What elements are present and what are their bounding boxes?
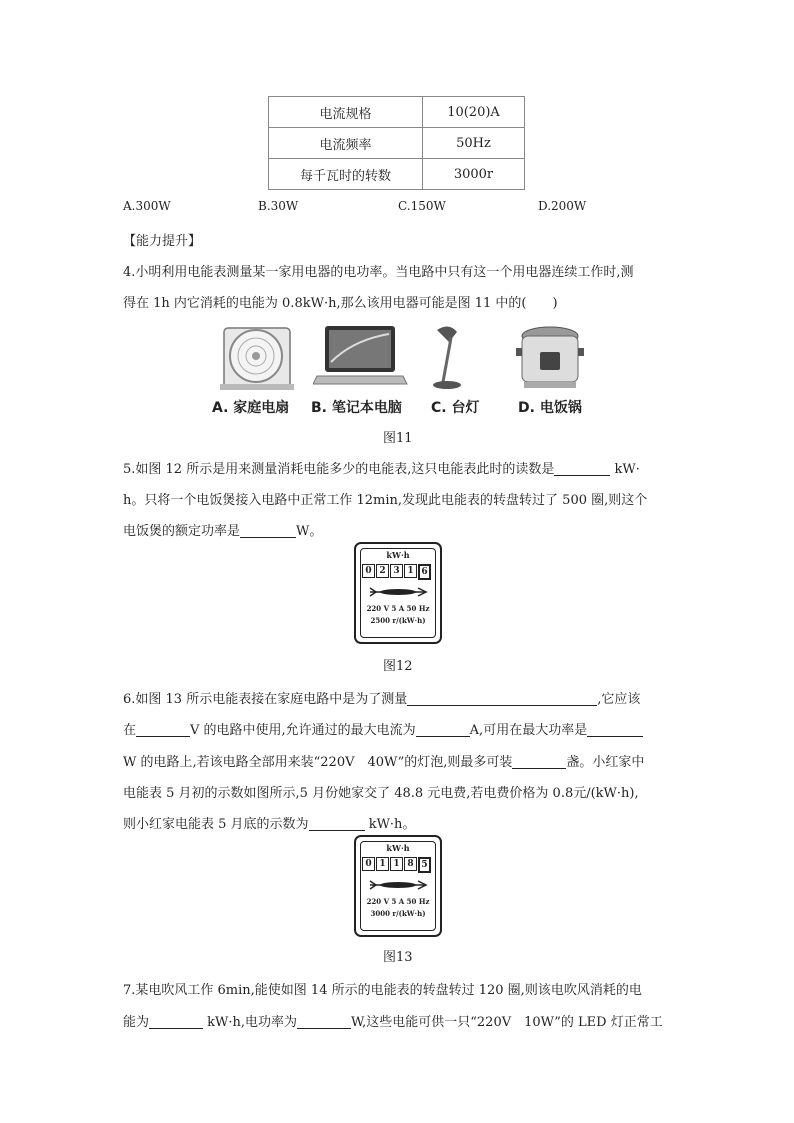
q3-option-b: B.30W [258,199,299,213]
q7-text: W,这些电能可供一只“220V 10W”的 LED 灯正常工 [351,1015,663,1030]
answer-blank[interactable] [149,1014,203,1029]
answer-blank[interactable] [512,754,566,769]
q6-text: 6.如图 13 所示电能表接在家庭电路中是为了测量 [123,692,408,707]
q6-text: V 的电路中使用,允许通过的最大电流为 [190,723,416,738]
meter-digit-decimal: 6 [418,564,431,580]
desk-lamp-image [427,322,477,392]
figure-12-caption: 图12 [383,659,413,674]
fan-image [212,322,296,392]
q7-text: kW·h,电功率为 [207,1015,298,1030]
meter-digit: 2 [376,564,389,578]
table-row [269,128,525,159]
meter-unit: kW·h [386,550,410,560]
q3-option-d: D.200W [538,199,587,213]
q6-line-4: 电能表 5 月初的示数如图所示,5 月份她家交了 48.8 元电费,若电费价格为 0.8元/(kW·h), [123,786,639,801]
q4-option-c: C. 台灯 [431,400,480,416]
q4-line-2: 得在 1h 内它消耗的电能为 0.8kW·h,那么该用电器可能是图 11 中的( ) [123,296,558,311]
table-cell: 50Hz [423,128,525,159]
q6-line-2 [123,719,643,738]
rice-cooker-image [512,322,588,392]
answer-blank[interactable] [297,1014,351,1029]
table-row [269,159,525,190]
meter-digit: 1 [376,857,389,871]
table-cell: 电流频率 [269,128,423,159]
q6-text: 则小红家电能表 5 月底的示数为 [123,817,309,832]
q4-option-b: B. 笔记本电脑 [311,400,402,416]
meter-digit: 1 [390,857,403,871]
answer-blank[interactable] [240,523,296,538]
meter-constant: 3000 r/(kW·h) [370,909,426,918]
q7-text: 能为 [123,1015,150,1030]
meter-digit: 0 [362,564,375,578]
q6-text: ,它应该 [597,692,641,707]
q6-line-1 [123,688,640,707]
q5-text: 5.如图 12 所示是用来测量消耗电能多少的电能表,这只电能表此时的读数是 [123,462,555,477]
meter-rating: 220 V 5 A 50 Hz [366,897,430,906]
q5-unit: W。 [296,524,323,539]
q5-line-1 [123,458,640,477]
meter-digit: 0 [362,857,375,871]
answer-blank[interactable] [136,722,190,737]
meter-digit: 1 [404,564,417,578]
table-cell: 3000r [423,159,525,190]
q6-line-3 [123,751,644,770]
laptop-image [313,322,409,392]
q6-text: 盏。小红家中 [566,755,645,770]
q6-unit: kW·h。 [368,817,416,832]
figure-13-caption: 图13 [383,950,413,965]
q7-line-1: 7.某电吹风工作 6min,能使如图 14 所示的电能表的转盘转过 120 圈,则该电吹风消耗的电 [123,983,642,998]
q6-line-5 [123,813,415,832]
meter-unit: kW·h [386,843,410,853]
meter-digit: 8 [404,857,417,871]
q6-text: A,可用在最大功率是 [469,723,588,738]
table-row [269,97,525,128]
meter-digit: 3 [390,564,403,578]
meter-constant: 2500 r/(kW·h) [370,616,426,625]
electric-meter-12 [354,542,442,644]
q5-unit: kW· [614,462,640,477]
spec-table [268,96,525,190]
q4-line-1: 4.小明利用电能表测量某一家用电器的电功率。当电路中只有这一个用电器连续工作时,测 [123,265,634,280]
answer-blank[interactable] [407,691,597,706]
meter-digit-decimal: 5 [418,857,431,873]
q5-line-3 [123,520,322,539]
meter-disc-icon [368,586,428,598]
table-cell: 每千瓦时的转数 [269,159,423,190]
q3-option-c: C.150W [398,199,446,213]
answer-blank[interactable] [309,816,365,831]
q6-text: 在 [123,723,137,738]
section-title: 【能力提升】 [123,234,202,249]
meter-disc-icon [368,879,428,891]
table-cell: 电流规格 [269,97,423,128]
q3-option-a: A.300W [123,199,171,213]
q7-line-2 [123,1011,663,1030]
answer-blank[interactable] [416,722,470,737]
meter-digits [362,564,432,580]
electric-meter-13 [354,835,442,937]
q4-option-a: A. 家庭电扇 [212,400,290,416]
meter-digits [362,857,432,873]
answer-blank[interactable] [587,722,643,737]
q5-line-2: h。只将一个电饭煲接入电路中正常工作 12min,发现此电能表的转盘转过了 500 圈,则这个 [123,493,648,508]
q5-text: 电饭煲的额定功率是 [123,524,241,539]
answer-blank[interactable] [554,461,610,476]
q6-text: W 的电路上,若该电路全部用来装“220V 40W”的灯泡,则最多可装 [123,755,513,770]
meter-rating: 220 V 5 A 50 Hz [366,604,430,613]
q4-option-d: D. 电饭锅 [518,400,582,416]
table-cell: 10(20)A [423,97,525,128]
figure-11-caption: 图11 [383,431,413,446]
